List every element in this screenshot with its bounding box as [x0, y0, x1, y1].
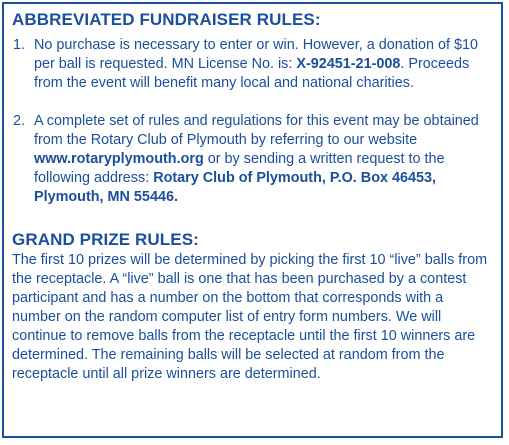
mailing-address: Rotary Club of Plymouth, P.O. Box 46453, Plymouth, MN 55446. — [34, 170, 437, 205]
website-url: www.rotaryplymouth.org — [34, 151, 204, 167]
rule-text: . Proceeds from the event will benefit many local and national charities. — [34, 56, 470, 91]
fundraiser-rule-2 — [12, 112, 493, 207]
rules-panel — [2, 2, 503, 438]
rule-text: or by sending a written request to the following address: — [34, 151, 445, 186]
fundraiser-rules-list — [12, 36, 493, 207]
rule-number: 2. — [13, 113, 26, 129]
rule-text: A complete set of rules and regulations for this event may be obtained from the Rotary Club of Plymouth by referring to our website — [34, 113, 479, 148]
fundraiser-rule-1 — [12, 36, 493, 93]
fundraiser-rules-heading: ABBREVIATED FUNDRAISER RULES: — [12, 10, 321, 29]
grand-prize-rules-heading: GRAND PRIZE RULES: — [12, 230, 199, 249]
grand-prize-rules-text: The first 10 prizes will be determined by picking the first 10 “live” balls from the receptacle. A “live” ball is one that has been purchased by a contest participant and has a number on the bottom that corresponds with a number on the random computer list of entry form numbers. We will continue to remove balls from the receptacle until the first 10 winners are determined. The remaining balls will be selected at random from the receptacle until all prize winners are determined. — [12, 252, 488, 382]
license-number: X-92451-21-008 — [296, 56, 401, 72]
rule-text: No purchase is necessary to enter or win. However, a donation of $10 per ball is requested. MN License No. is: — [34, 37, 478, 72]
rule-number: 1. — [13, 37, 26, 53]
